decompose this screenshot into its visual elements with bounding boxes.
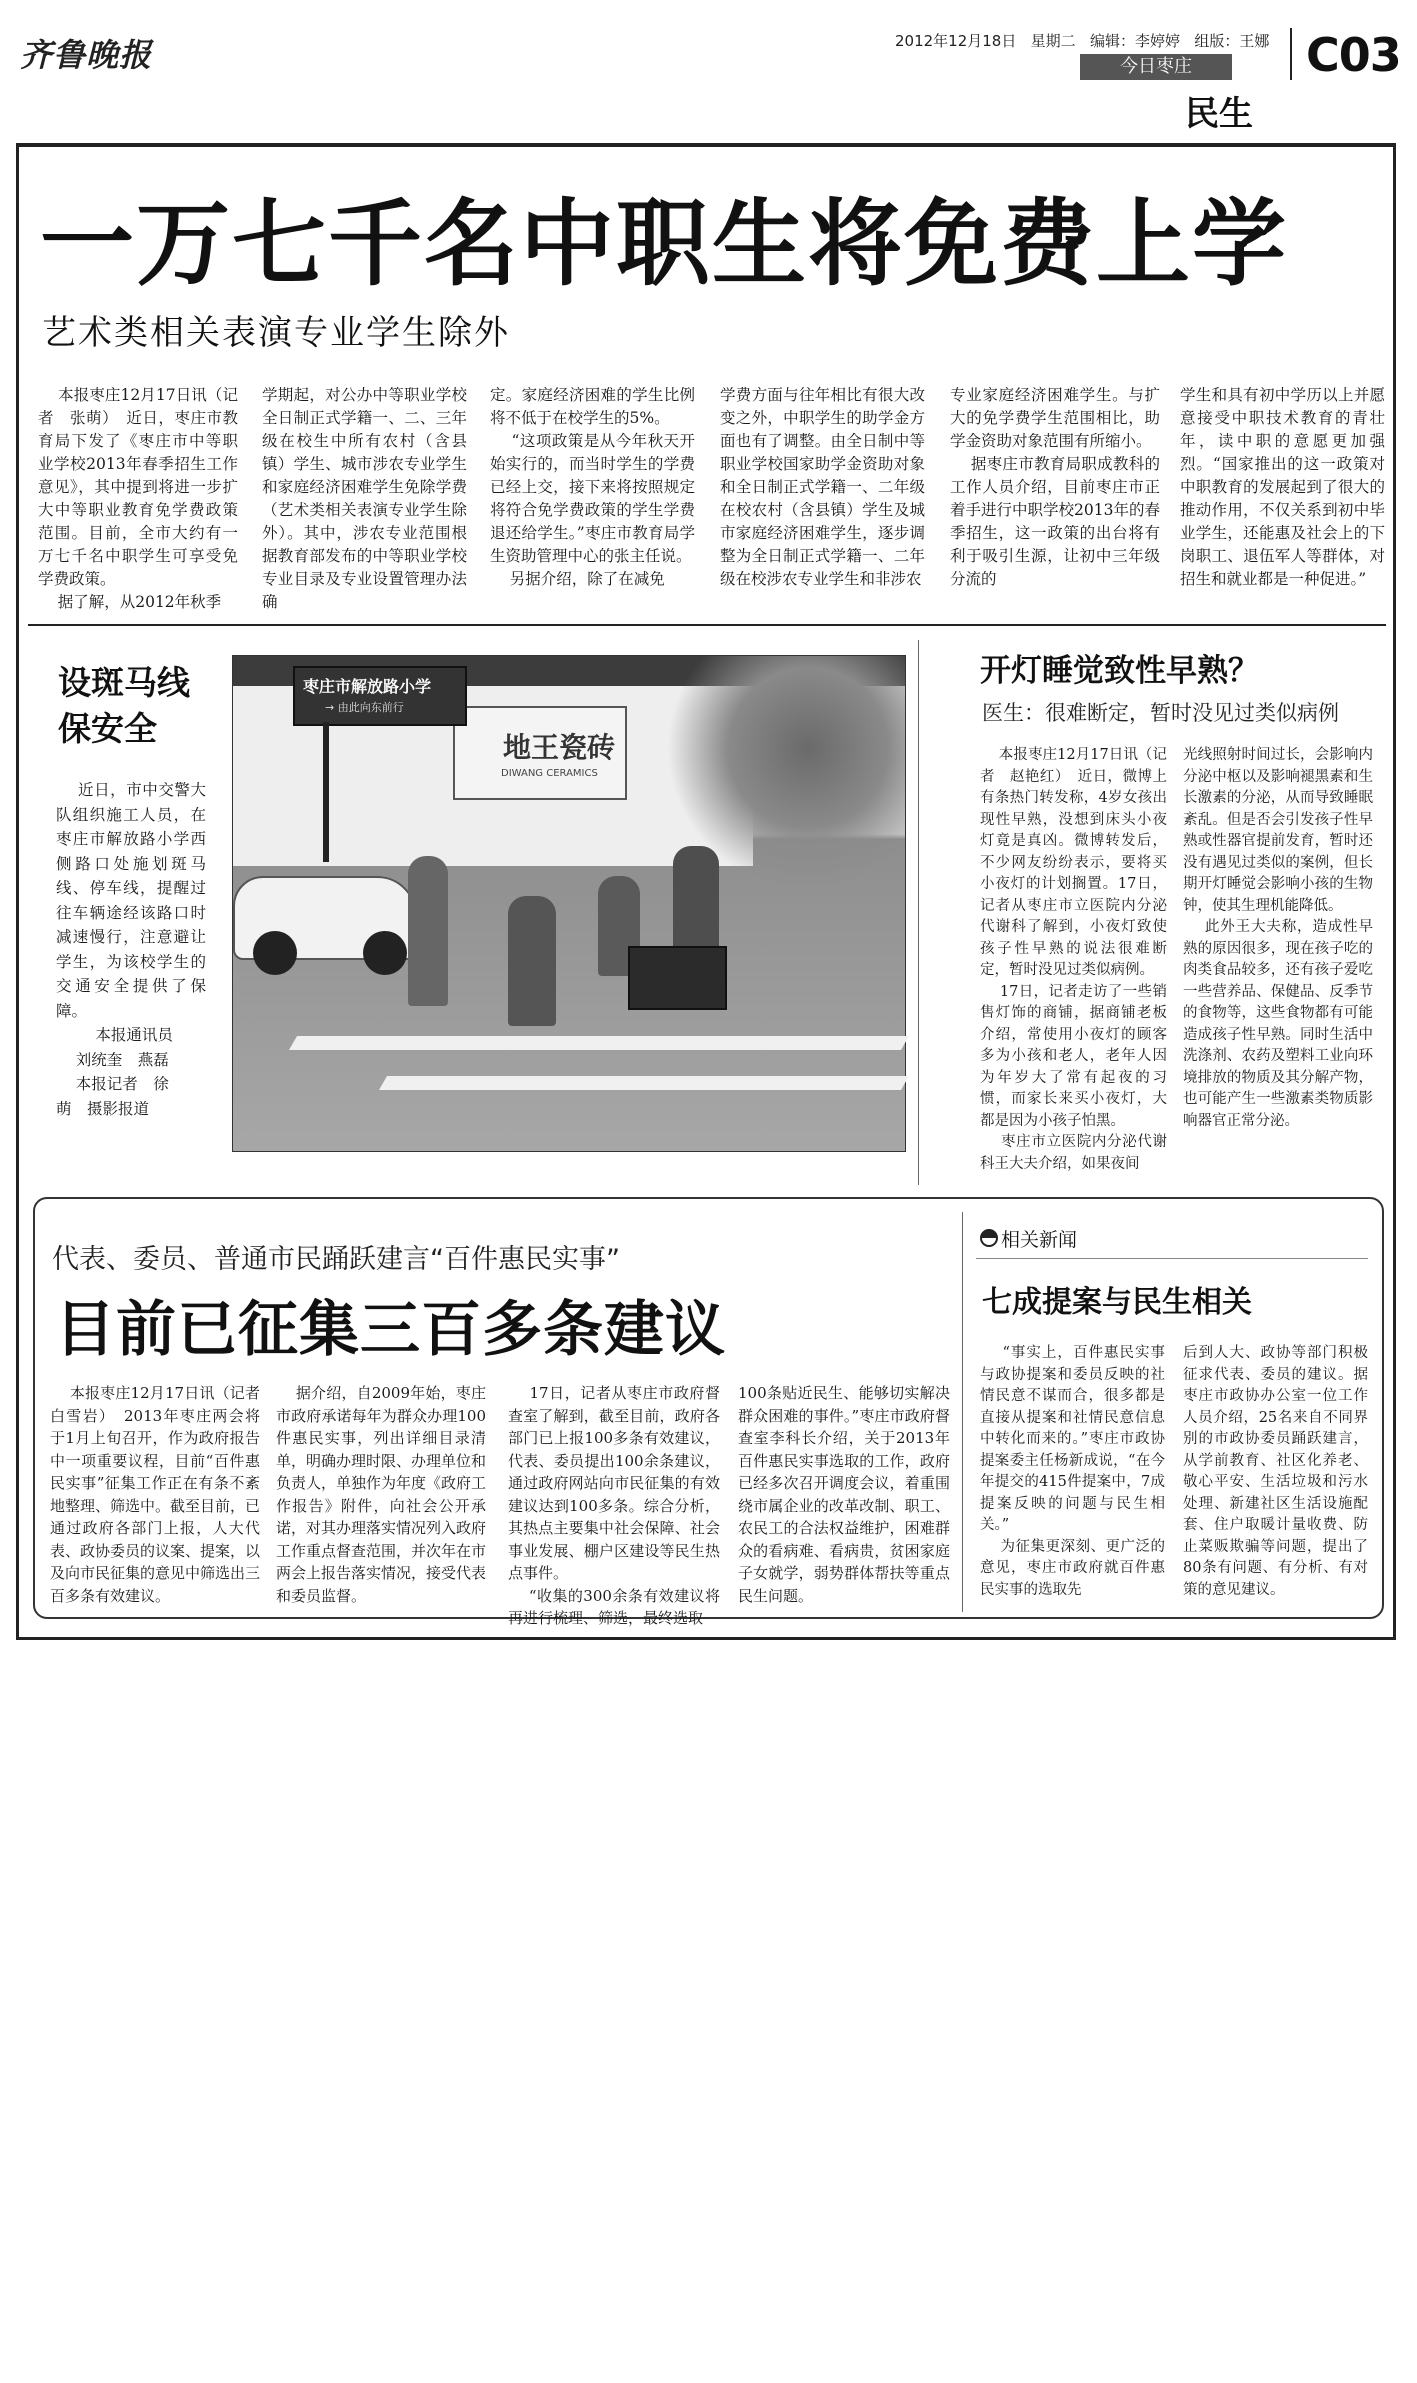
lead-column: 学期起，对公办中等职业学校全日制正式学籍一、二、三年级在校生中所有农村（含县镇）学生、城市涉农专业学生和家庭经济困难学生免除学费（艺术类相关表演专业学生除外）。其中，涉农专业范围根据教育部发布的中等职业学校专业目录及专业设置管理办法确 [262, 386, 467, 611]
related-rule [976, 1258, 1368, 1259]
car-wheel [253, 931, 297, 975]
frame-left [16, 143, 19, 1640]
worker [408, 856, 448, 1006]
date: 2012年12月18日 [895, 32, 1017, 50]
frame-bottom [16, 1637, 1396, 1640]
zebra-headline-line: 保安全 [58, 709, 157, 748]
proposals-column: 据介绍，自2009年始，枣庄市政府承诺每年为群众办理100件惠民实事，列出详细目录清单，明确办理时限、办理单位和负责人，单独作为年度《政府工作报告》附件，向社会公开承诺，对其办理落实情况列入政府工作重点督查范围，并次年在市两会上报告落实情况，接受代表和委员监督。 [276, 1384, 487, 1605]
related-column: “事实上，百件惠民实事与政协提案和委员反映的社情民意不谋而合，很多都是直接从提案和社情民意信息中转化而来的。”枣庄市政协提案委主任杨新成说，“在今年提交的415件提案中，7成提案反映的问题与民生相关。” 为征集更深刻、更广泛的意见，枣庄市政府就百件惠民实事的选取先 [980, 1345, 1166, 1598]
puberty-column: 光线照射时间过长，会影响内分泌中枢以及影响褪黑素和生长激素的分泌，从而导致睡眠紊乱。但是否会引发孩子性早熟或性器官提前发育，暂时还没有遇见过类似的案例，但长期开灯睡觉会影响小孩的生物钟，使其生理机能降低。 此外王大夫称，造成性早熟的原因很多，现在孩子吃的肉类食品较多，还有孩子爱吃一些营养品、保健品、反季节的食物等，这些食物都有可能造成孩子性早熟。同时生活中洗涤剂、农药及塑料工业向环境排放的物质及其分解产物，也可能产生一些激素类物质影响器官正常分泌。 [1183, 747, 1374, 1129]
zebra-headline [58, 660, 190, 752]
dateline [895, 30, 1269, 51]
editor: 编辑：李婷婷 [1090, 32, 1181, 50]
lead-column: 本报枣庄12月17日讯（记者 张萌） 近日，枣庄市教育局下发了《枣庄市中等职业学校2013年春季招生工作意见》，其中提到将进一步扩大中等职业教育免学费政策范围。目前，全市大约有一万七千名中职学生可享受免学费政策。 据了解，从2012年秋季 [38, 386, 238, 611]
lead-column: 专业家庭经济困难学生。与扩大的免学费学生范围相比，助学金资助对象范围有所缩小。 据枣庄市教育局职成教科的工作人员介绍，目前枣庄市正着手进行中职学校2013年的春季招生，这一政策的出台将有利于吸引生源，让初中三年级分流的 [950, 386, 1160, 588]
puberty-column: 本报枣庄12月17日讯（记者 赵艳红） 近日，微博上有条热门转发称，4岁女孩出现性早熟，没想到床头小夜灯竟是真凶。微博转发后，不少网友纷纷表示，要将买小夜灯的计划搁置。17日，记者从枣庄市立医院内分泌代谢科了解到，小夜灯致使孩子性早熟的说法很难断定，暂时没见过类似病例。 17日，记者走访了一些销售灯饰的商铺，据商铺老板介绍，常使用小夜灯的顾客多为小孩和老人，老年人因为年岁大了常有起夜的习惯，而家长来买小夜灯，大都是因为小孩子怕黑。 枣庄市立医院内分泌代谢科王大夫介绍，如果夜间 [980, 747, 1168, 1172]
zebra-caption: 近日，市中交警大队组织施工人员，在枣庄市解放路小学西侧路口处施划斑马线、停车线，提醒过往车辆途经该路口时减速慢行，注意避让学生，为该校学生的交通安全提供了保障。 本报通讯员 刘统奎 燕磊 本报记者 徐 萌 摄影报道 [56, 781, 206, 1118]
frame-top [16, 143, 1396, 147]
worker [508, 896, 556, 1026]
related-label-text: 相关新闻 [1001, 1229, 1078, 1251]
related-column: 后到人大、政协等部门积极征求代表、委员的建议。据枣庄市政协办公室一位工作人员介绍，25名来自不同界别的市政协委员踊跃建言，从学前教育、社区化养老、敬心平安、生活垃圾和污水处理、新建社区生活设施配套、住户取暖计量收费、防止菜贩欺骗等问题，提出了80条有问题、有分析、有对策的意见建议。 [1183, 1345, 1368, 1598]
proposals-kicker: 代表、委员、普通市民踊跃建言“百件惠民实事” [52, 1244, 620, 1275]
proposals-column: 本报枣庄12月17日讯（记者 白雪岩） 2013年枣庄两会将于1月上旬召开，作为政府报告中一项重要议程，目前“百件惠民实事”征集工作正在有条不紊地整理、筛选中。截至目前，已通过政府各部门上报，人大代表、政协委员的议案、提案，以及向市民征集的意见中筛选出三百多条有效建议。 [50, 1384, 276, 1605]
weekday: 星期二 [1030, 32, 1076, 50]
shop-sign-text: 地王瓷砖 [503, 731, 616, 764]
proposals-column: 17日，记者从枣庄市政府督查室了解到，截至目前，政府各部门已上报100多条有效建议，代表、委员提出100余条建议，通过政府网站向市民征集的有效建议达到100多条。综合分析，其热点主要集中社会保障、社会事业发展、棚户区建设等民生热点事件。 “收集的300余条有效建议将再进行梳理、筛选，最终选取 [508, 1384, 720, 1627]
column-divider [918, 640, 919, 1185]
street-sign [293, 666, 467, 726]
shop-sign-board [453, 706, 627, 800]
street-sign-sub: → 由此向东前行 [325, 701, 404, 714]
shop-sign-sub: DIWANG CERAMICS [501, 768, 598, 779]
lead-subheadline: 艺术类相关表演专业学生除外 [42, 313, 510, 353]
puberty-subheadline: 医生：很难断定，暂时没见过类似病例 [982, 701, 1339, 725]
section-bar: 今日枣庄 [1080, 54, 1232, 80]
related-label [980, 1225, 1077, 1252]
layout-editor: 组版：王娜 [1194, 32, 1270, 50]
column-divider [962, 1212, 963, 1612]
sign-pole [323, 722, 329, 862]
section-divider [28, 624, 1386, 626]
street-sign-text: 枣庄市解放路小学 [303, 677, 432, 696]
divider [1290, 28, 1292, 80]
related-headline: 七成提案与民生相关 [982, 1285, 1252, 1320]
masthead: 齐鲁晚报 [20, 36, 153, 74]
lead-headline: 一万七千名中职生将免费上学 [40, 190, 1289, 299]
zebra-stripe [379, 1076, 909, 1090]
zebra-headline-line: 设斑马线 [58, 663, 190, 702]
car-wheel [363, 931, 407, 975]
related-news-icon [980, 1229, 998, 1247]
proposals-headline: 目前已征集三百多条建议 [55, 1295, 726, 1365]
proposals-column: 100条贴近民生、能够切实解决群众困难的事件。”枣庄市政府督查室李科长介绍，关于2013年百件惠民实事选取的工作，政府已经多次召开调度会议，着重围绕市属企业的改革改制、职工、农民工的合法权益维护，困难群众的看病难、看病贵，贫困家庭子女就学，弱势群体帮扶等重点民生问题。 [738, 1384, 950, 1605]
lead-column: 定。家庭经济困难的学生比例将不低于在校学生的5%。 “这项政策是从今年秋天开始实行的，而当时学生的学费已经上交，接下来将按照规定将符合免学费政策的学生学费退还给学生。”枣庄市教育局学生资助管理中心的张主任说。 另据介绍，除了在减免 [490, 386, 695, 588]
section-name: 民生 [1185, 94, 1253, 134]
street-photo [232, 655, 906, 1152]
frame-right [1393, 143, 1396, 1640]
puberty-headline: 开灯睡觉致性早熟？ [980, 653, 1259, 689]
lead-column: 学生和具有初中学历以上并愿意接受中职技术教育的青壮年，读中职的意愿更加强烈。“国家推出的这一政策对中职教育的发展起到了很大的推动作用，不仅关系到初中毕业学生，还能惠及社会上的下岗职工、退伍军人等群体，对招生和就业都是一种促进。” [1180, 386, 1385, 588]
paint-cart [628, 946, 727, 1010]
page-number: C03 [1306, 28, 1401, 82]
lead-column: 学费方面与往年相比有很大改变之外，中职学生的助学金方面也有了调整。由全日制中等职业学校国家助学金资助对象和全日制正式学籍一、二年级在校农村（含县镇）学生及城市家庭经济困难学生，逐步调整为全日制正式学籍一、二年级在校涉农专业学生和非涉农 [720, 386, 925, 588]
zebra-stripe [289, 1036, 909, 1050]
